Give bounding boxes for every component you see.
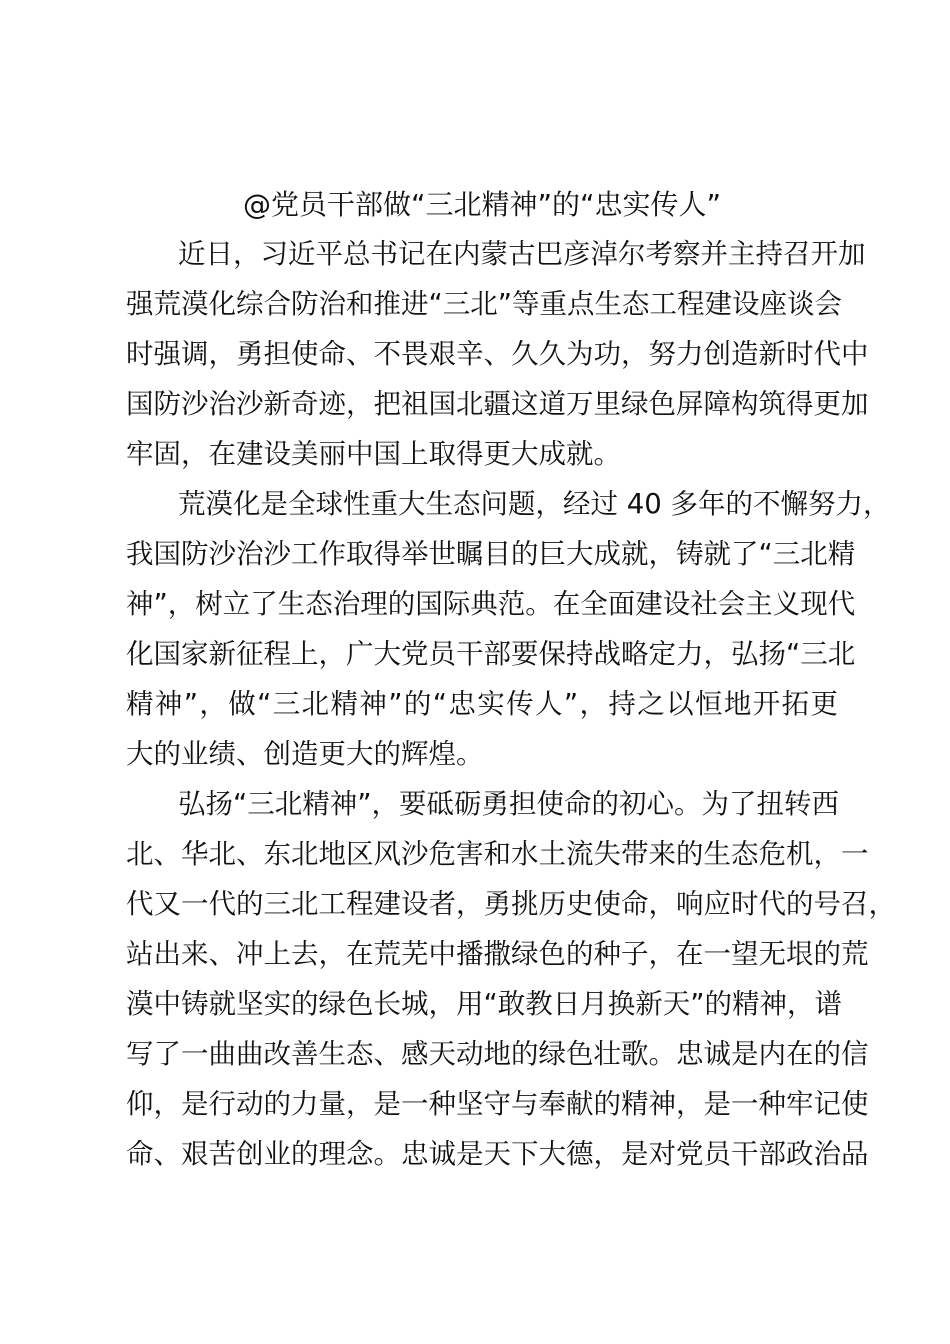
document-title: @党员干部做“三北精神”的“忠实传人” xyxy=(242,188,722,221)
paragraph-2-line-1: 荒漠化是全球性重大生态问题，经过 40 多年的不懈努力， xyxy=(178,488,891,520)
paragraph-3-line-3: 代又一代的三北工程建设者，勇挑历史使命，响应时代的号召， xyxy=(126,888,896,920)
paragraph-1-line-1: 近日，习近平总书记在内蒙古巴彦淖尔考察并主持召开加 xyxy=(178,238,866,270)
paragraph-1-line-4: 国防沙治沙新奇迹，把祖国北疆这道万里绿色屏障构筑得更加 xyxy=(126,388,869,420)
paragraph-3-line-4: 站出来、冲上去，在荒芜中播撒绿色的种子，在一望无垠的荒 xyxy=(126,938,869,970)
paragraph-3-line-6: 写了一曲曲改善生态、感天动地的绿色壮歌。忠诚是内在的信 xyxy=(126,1038,869,1070)
paragraph-1-line-3: 时强调，勇担使命、不畏艰辛、久久为功，努力创造新时代中 xyxy=(126,338,869,370)
paragraph-3-line-5: 漠中铸就坚实的绿色长城，用“敢教日月换新天”的精神，谱 xyxy=(126,988,842,1020)
paragraph-3-line-8: 命、艰苦创业的理念。忠诚是天下大德，是对党员干部政治品 xyxy=(126,1138,869,1170)
paragraph-2-line-5: 精神”，做“三北精神”的“忠实传人”，持之以恒地开拓更 xyxy=(126,688,838,720)
paragraph-1-line-2: 强荒漠化综合防治和推进“三北”等重点生态工程建设座谈会 xyxy=(126,288,842,320)
paragraph-2-line-4: 化国家新征程上，广大党员干部要保持战略定力，弘扬“三北 xyxy=(126,638,856,670)
paragraph-1-line-5: 牢固，在建设美丽中国上取得更大成就。 xyxy=(126,438,621,470)
paragraph-2-line-3: 神”，树立了生态治理的国际典范。在全面建设社会主义现代 xyxy=(126,588,856,620)
paragraph-3-line-2: 北、华北、东北地区风沙危害和水土流失带来的生态危机，一 xyxy=(126,838,869,870)
paragraph-3-line-1: 弘扬“三北精神”，要砥砺勇担使命的初心。为了扭转西 xyxy=(178,788,839,820)
paragraph-3-line-7: 仰，是行动的力量，是一种坚守与奉献的精神，是一种牢记使 xyxy=(126,1088,869,1120)
paragraph-2-line-6: 大的业绩、创造更大的辉煌。 xyxy=(126,738,484,770)
paragraph-2-line-2: 我国防沙治沙工作取得举世瞩目的巨大成就，铸就了“三北精 xyxy=(126,538,856,570)
